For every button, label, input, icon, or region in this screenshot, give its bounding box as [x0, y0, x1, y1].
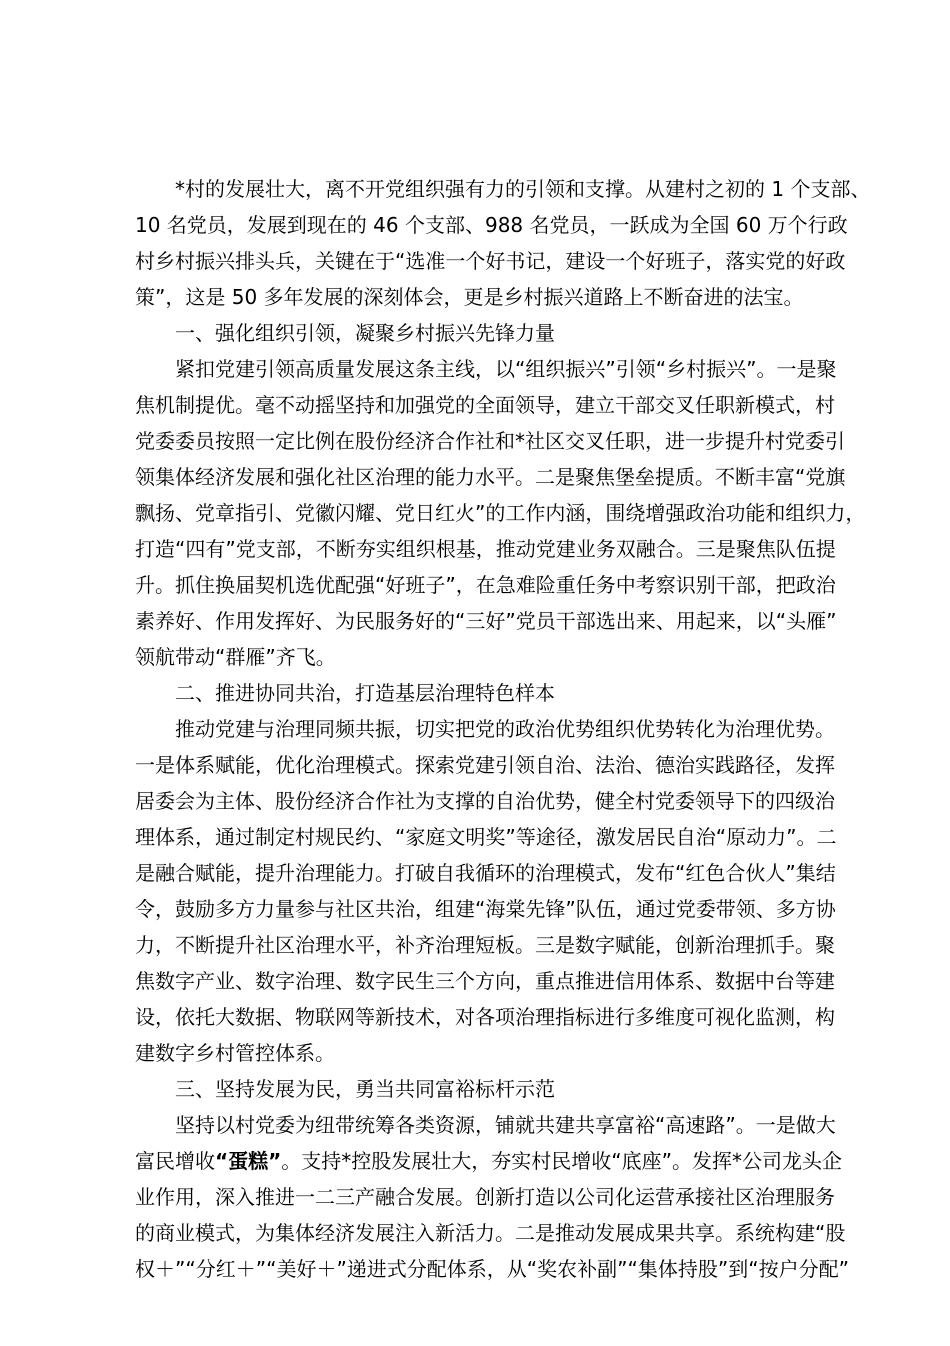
paragraph-line: 居委会为主体、股份经济合作社为支撑的自治优势，健全村党委领导下的四级治 — [135, 789, 835, 813]
paragraph-line: 策”，这是 50 多年发展的深刻体会，更是乡村振兴道路上不断奋进的法宝。 — [135, 285, 804, 309]
section-3-paragraph — [135, 1107, 849, 1287]
paragraph-line: 升。抓住换届契机选优配强“好班子”，在急难险重任务中考察识别干部，把政治 — [135, 573, 836, 597]
emphasis-text: “蛋糕” — [215, 1149, 282, 1173]
paragraph-line: 焦机制提优。毫不动摇坚持和加强党的全面领导，建立干部交叉任职新模式，村 — [135, 393, 835, 417]
section-2-paragraph — [135, 711, 837, 1071]
paragraph-line: 权＋”“分红＋”“美好＋”递进式分配体系，从“奖农补副”“集体持股”到“按户分配” — [135, 1257, 849, 1281]
paragraph-line: 令，鼓励多方力量参与社区共治，组建“海棠先锋”队伍，通过党委带领、多方协 — [135, 897, 836, 921]
paragraph-line: 党委委员按照一定比例在股份经济合作社和*社区交叉任职，进一步提升村党委引 — [135, 429, 845, 453]
paragraph-line: 飘扬、党章指引、党徽闪耀、党日红火”的工作内涵，围绕增强政治功能和组织力， — [135, 501, 866, 525]
paragraph-line: 10 名党员，发展到现在的 46 个支部、988 名党员，一跃成为全国 60 万个行政 — [135, 213, 848, 237]
section-heading-1: 一、强化组织引领，凝聚乡村振兴先锋力量 — [175, 321, 555, 345]
paragraph-line: 打造“四有”党支部，不断夯实组织根基，推动党建业务双融合。三是聚焦队伍提 — [135, 537, 836, 561]
paragraph-line: 设，依托大数据、物联网等新技术，对各项治理指标进行多维度可视化监测，构 — [135, 1005, 835, 1029]
paragraph-line: 业作用，深入推进一二三产融合发展。创新打造以公司化运营承接社区治理服务 — [135, 1185, 835, 1209]
paragraph-line — [135, 1143, 843, 1179]
paragraph-line: 紧扣党建引领高质量发展这条主线，以“组织振兴”引领“乡村振兴”。一是聚 — [175, 357, 837, 381]
paragraph-line: 村乡村振兴排头兵，关键在于“选准一个好书记，建设一个好班子，落实党的好政 — [135, 249, 846, 273]
paragraph-line: 理体系，通过制定村规民约、“家庭文明奖”等途径，激发居民自治“原动力”。二 — [135, 825, 837, 849]
paragraph-line: 领航带动“群雁”齐飞。 — [135, 645, 336, 669]
section-1-paragraph — [135, 351, 866, 675]
paragraph-line: 领集体经济发展和强化社区治理的能力水平。二是聚焦堡垒提质。不断丰富“党旗 — [135, 465, 846, 489]
paragraph-line: 力，不断提升社区治理水平，补齐治理短板。三是数字赋能，创新治理抓手。聚 — [135, 933, 835, 957]
document-body — [135, 171, 871, 1287]
paragraph-line: 素养好、作用发挥好、为民服务好的“三好”党员干部选出来、用起来，以“头雁” — [135, 609, 837, 633]
paragraph-line: 建数字乡村管控体系。 — [135, 1041, 335, 1065]
section-heading-3: 三、坚持发展为民，勇当共同富裕标杆示范 — [175, 1077, 555, 1101]
paragraph-line: 是融合赋能，提升治理能力。打破自我循环的治理模式，发布“红色合伙人”集结 — [135, 861, 836, 885]
paragraph-line: 推动党建与治理同频共振，切实把党的政治优势组织优势转化为治理优势。 — [175, 717, 835, 741]
paragraph-line: 的商业模式，为集体经济发展注入新活力。二是推动发展成果共享。系统构建“股 — [135, 1221, 846, 1245]
line-text: 。支持*控股发展壮大，夯实村民增收“底座”。发挥*公司龙头企 — [281, 1149, 843, 1173]
paragraph-line: *村的发展壮大，离不开党组织强有力的引领和支撑。从建村之初的 1 个支部、 — [175, 177, 871, 201]
paragraph-line: 焦数字产业、数字治理、数字民生三个方向，重点推进信用体系、数据中台等建 — [135, 969, 835, 993]
paragraph-line: 一是体系赋能，优化治理模式。探索党建引领自治、法治、德治实践路径，发挥 — [135, 753, 835, 777]
intro-paragraph — [135, 171, 871, 315]
paragraph-line: 坚持以村党委为纽带统筹各类资源，铺就共建共享富裕“高速路”。一是做大 — [175, 1113, 836, 1137]
section-heading-2: 二、推进协同共治，打造基层治理特色样本 — [175, 681, 555, 705]
line-text: 富民增收 — [135, 1149, 215, 1173]
